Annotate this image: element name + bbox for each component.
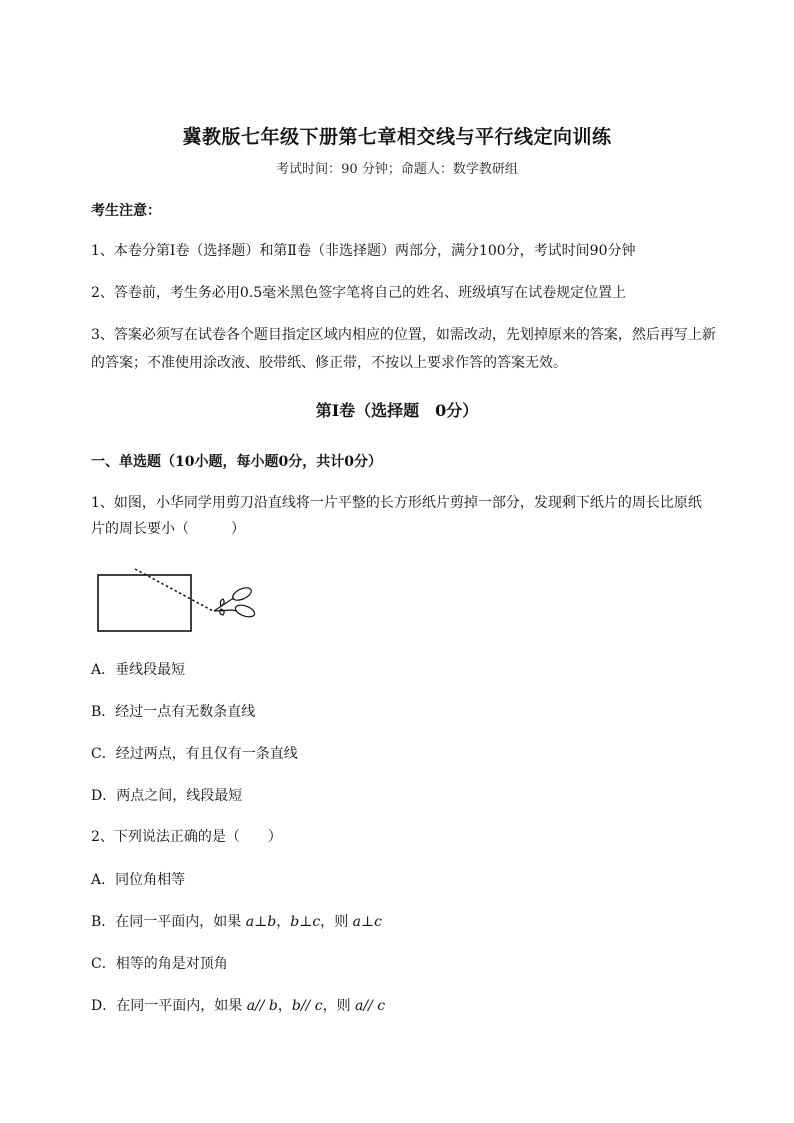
question-1-option-c: C．经过两点，有且仅有一条直线 (91, 746, 298, 762)
separator: ，则 (322, 998, 356, 1014)
question-2-option-d (91, 996, 385, 1016)
exam-info: 考试时间：90 分钟；命题人：数学教研组 (276, 162, 518, 177)
rectangle-paper (98, 575, 191, 631)
page-title: 冀教版七年级下册第七章相交线与平行线定向训练 (182, 126, 612, 148)
section-title: 第Ⅰ卷（选择题 0分） (315, 401, 479, 420)
option-text: C．相等的角是对顶角 (91, 956, 228, 972)
question-1-option-d: D．两点之间，线段最短 (91, 788, 243, 804)
math-expr: a⊥b (245, 914, 277, 930)
notice-item-3-cont: 的答案；不准使用涂改液、胶带纸、修正带，不按以上要求作答的答案无效。 (91, 355, 567, 371)
separator: ， (277, 998, 292, 1014)
notice-item-3: 3、答案必须写在试卷各个题目指定区域内相应的位置，如需改动，先划掉原来的答案，然后再写上新 (91, 327, 716, 343)
math-expr: a⊥c (352, 914, 383, 930)
paper-cut-figure (93, 565, 268, 637)
notice-item-1: 1、本卷分第Ⅰ卷（选择题）和第Ⅱ卷（非选择题）两部分，满分100分，考试时间90分钟 (91, 243, 636, 259)
math-expr: a// c (355, 998, 386, 1014)
scissors-icon (214, 585, 256, 619)
math-expr: b// c (291, 998, 323, 1014)
question-2-option-a (91, 870, 185, 890)
question-1-option-b: B．经过一点有无数条直线 (91, 704, 256, 720)
math-expr: b⊥c (290, 914, 321, 930)
notice-heading: 考生注意： (91, 203, 161, 219)
option-text: D．在同一平面内，如果 (91, 998, 247, 1014)
separator: ，则 (320, 914, 353, 930)
separator: ， (276, 914, 291, 930)
question-2-option-b (91, 912, 382, 932)
notice-item-2: 2、答卷前，考生务必用0.5毫米黑色签字笔将自己的姓名、班级填写在试卷规定位置上 (91, 285, 627, 301)
option-text: A．同位角相等 (91, 872, 186, 888)
question-1-stem: 1、如图，小华同学用剪刀沿直线将一片平整的长方形纸片剪掉一部分，发现剩下纸片的周长比原纸 (91, 495, 702, 511)
option-text: B．在同一平面内，如果 (91, 914, 246, 930)
question-2-stem: 2、下列说法正确的是（ ） (91, 829, 282, 845)
part-title: 一、单选题（10小题，每小题0分，共计0分） (91, 454, 382, 470)
question-2-option-c (91, 954, 228, 974)
question-1-option-a: A．垂线段最短 (91, 662, 186, 678)
math-expr: a// b (246, 998, 278, 1014)
question-1-stem-cont: 片的周长要小（ ） (91, 521, 245, 537)
